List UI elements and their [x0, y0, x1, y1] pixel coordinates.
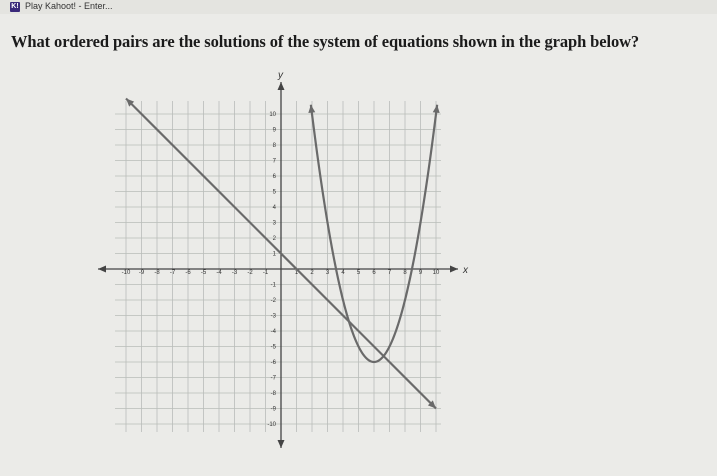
y-tick-label: -4 [270, 329, 276, 335]
y-tick-label: 5 [272, 189, 276, 196]
y-tick-label: 9 [272, 127, 276, 134]
y-tick-label: 4 [272, 205, 276, 211]
y-tick-label: 10 [269, 112, 276, 118]
x-tick-label: 3 [325, 270, 330, 276]
x-tick-label: -4 [216, 270, 222, 276]
x-tick-label: -3 [231, 270, 238, 276]
x-tick-label: -6 [185, 270, 191, 276]
y-tick-label: 1 [272, 251, 276, 258]
x-tick-label: 2 [310, 270, 314, 276]
y-tick-label: -6 [270, 360, 276, 366]
x-axis-arrow-right [450, 266, 458, 273]
x-tick-label: -1 [262, 270, 269, 276]
y-tick-label: -9 [270, 406, 276, 413]
y-tick-label: -7 [270, 375, 276, 382]
x-tick-label: 7 [387, 270, 392, 276]
x-tick-label: 4 [341, 270, 345, 276]
y-tick-label: -1 [270, 282, 276, 289]
x-tick-label: -8 [154, 270, 160, 276]
x-axis-arrow-left [98, 266, 106, 273]
x-tick-label: 6 [372, 270, 376, 276]
y-tick-label: -8 [270, 391, 276, 397]
y-axis-arrow-down [278, 440, 285, 448]
x-tick-label: -9 [138, 270, 145, 276]
y-tick-label: -5 [270, 344, 276, 351]
y-tick-label: 8 [272, 143, 276, 149]
y-tick-label: -10 [267, 422, 276, 428]
y-tick-label: 3 [272, 220, 276, 227]
x-tick-label: -10 [121, 270, 131, 276]
kahoot-icon: K! [11, 3, 19, 10]
x-tick-label: 1 [294, 270, 299, 276]
x-tick-label: 5 [356, 270, 361, 276]
x-tick-label: -5 [200, 270, 207, 276]
x-tick-label: 8 [403, 270, 407, 276]
x-tick-label: -2 [247, 270, 253, 276]
x-tick-label: -7 [169, 270, 176, 276]
x-tick-label: 10 [432, 270, 440, 276]
y-tick-label: -3 [270, 313, 276, 320]
question-text: What ordered pairs are the solutions of the system of equations shown in the graph below? [11, 32, 640, 51]
y-tick-label: 7 [272, 158, 276, 165]
y-tick-label: 6 [272, 174, 276, 180]
tab-title[interactable]: Play Kahoot! - Enter... [25, 1, 113, 11]
x-axis-label: x [463, 265, 468, 276]
x-tick-label: 9 [418, 270, 423, 276]
y-axis-arrow-up [278, 82, 285, 90]
y-axis-label: y [278, 70, 283, 81]
y-tick-label: -2 [270, 298, 276, 304]
y-tick-label: 2 [272, 236, 276, 242]
